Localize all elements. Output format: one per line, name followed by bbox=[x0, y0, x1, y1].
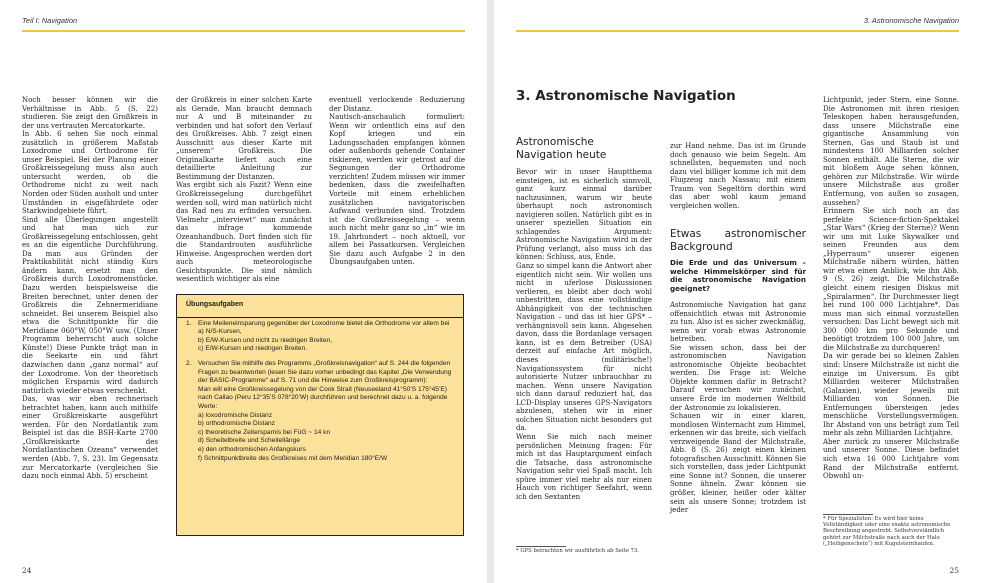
exercise-box bbox=[176, 294, 464, 536]
paragraph: In Abb. 6 sehen Sie noch einmal zusätzlich in größerem Maßstab Loxodrome und Orthodrome für unser Beispiel. Bei der Planung einer Großkreissegelung muss also auch untersucht werden, ob die Orthodrome nicht zu weit nach Norden oder Süden ausholt und unter Umständen in eisgefährdete oder Starkwindgebiete führt. bbox=[22, 130, 158, 216]
paragraph: Da wir gerade bei so kleinen Zahlen sind: Unsere Milchstraße ist nicht die einzige im Universum. Es gibt Milliarden weiterer Milchstraßen (Galaxien), wieder jeweils mit Milliarden von Sonnen. Die Entfernungen übersteigen jedes menschliche Vorstellungsvermögen. Ihr Abstand von uns beträgt zum Teil mehr als zehn Milliarden Lichtjahre. bbox=[823, 352, 959, 438]
exercise-box-title: Übungsaufgaben bbox=[186, 301, 244, 308]
paragraph: Erinnern Sie sich noch an das perfekte Science-fiction-Spektakel „Star Wars“ (Krieg der Sterne)? Wenn wir uns mit Luke Skywalker und seinen Freunden aus dem „Hyperraum“ unserer eigenen Milchstraße nähern würden, hätten wir etwa einen Anblick, wie ihn Abb. 9 (S. 26) zeigt. Die Milchstraße gleicht einem riesigen Diskus mit „Spiralarmen“. Ihr Durchmesser liegt bei rund 100 000 Lichtjahre*. Das muss man sich einmal vorzustellen versuchen: Das Licht bewegt sich mit 300 000 km pro Sekunde und benötigt trotzdem 100 000 Jahre, um die Milchstraße zu durchqueren! bbox=[823, 207, 959, 352]
exercise-line: e) den orthodromischen Anfangskurs bbox=[198, 445, 306, 453]
exercise-line: b) orthodromische Distanz bbox=[198, 420, 275, 428]
subsection-heading: Die Erde und das Universum – welche Himmelskörper sind für die astronomische Navigation geeignet? bbox=[670, 258, 806, 293]
exercise-line: c) theoretische Zeitersparnis bei FüG ~ 14 kn bbox=[198, 428, 331, 436]
right-column-2 bbox=[670, 142, 806, 515]
paragraph: Wenn Sie mich nach meiner persönlichen Meinung fragen: Für mich ist das Hauptargument einfach die Tatsache, dass astronomische Navigation sehr viel Spaß macht. Ich spüre immer viel mehr als nur einen Hauch von richtiger Seefahrt, wenn ich den Sextanten bbox=[516, 432, 652, 501]
left-column-1 bbox=[22, 96, 158, 481]
paragraph: Sind alle Überlegungen angestellt und hat man sich zur Großkreissegelung entschlossen, geht es an die eigentliche Durchführung. Da man aus Gründen der Praktikabilität nicht ständig Kurs ändern kann, ersetzt man den Großkreis durch Loxodromenstücke. Dazu werden beispielsweise die Breiten berechnet, unter denen der Großkreis die Zehnermeridiane schneidet. Bei unserem Beispiel also etwa die Schnittpunkte für die Meridiane 060°W, 050°W usw. (Unser Programm beherrscht auch solche Künste!) Diese Punkte trägt man in die Seekarte ein und fährt dazwischen dann „ganz normal“ auf der Loxodrome. Von der theoretisch möglichen Ersparnis wird dadurch natürlich wieder etwas verschenkt. bbox=[22, 215, 158, 395]
exercise-line: a) loxodromische Distanz bbox=[198, 411, 273, 419]
right-column-1 bbox=[516, 136, 652, 501]
exercise-body bbox=[198, 320, 449, 354]
exercise-line: d) Scheitelbreite und Scheitellänge bbox=[198, 437, 300, 445]
left-column-3 bbox=[329, 96, 465, 267]
book-gutter bbox=[487, 0, 494, 583]
left-page bbox=[0, 0, 487, 583]
paragraph: der Großkreis in einer solchen Karte als Gerade. Man braucht demnach nur A und B miteinander zu verbinden und hat sofort den Verlauf des Großkreises. Abb. 7 zeigt einen Ausschnitt aus dieser Karte mit „unserem“ Großkreis. Die Originalkarte liefert auch eine detaillierte Anleitung zur Bestimmung der Distanzen. bbox=[176, 96, 312, 181]
exercise-item bbox=[186, 360, 454, 463]
page-number-left: 24 bbox=[22, 566, 32, 575]
footnote-rule bbox=[516, 546, 566, 547]
right-column-3 bbox=[823, 96, 959, 481]
exercise-line: f) Schnittpunktbreite des Großkreises mit dem Meridian 180°E/W bbox=[198, 454, 388, 462]
footnote: * GPS betrachten wir ausführlich ab Seite 73. bbox=[516, 548, 640, 554]
paragraph: Lichtpunkt, jeder Stern, eine Sonne. Die Astronomen mit ihren riesigen Teleskopen haben herausgefunden, dass unsere Milchstraße eine gigantische Ansammlung von Sternen, Gas und Staub ist und mindestens 100 Milliarden solcher Sonnen enthält. Alle Sterne, die wir mit bloßem Auge sehen können, gehören zur Milchstraße. Wir würde unsere Milchstraße aus großer Entfernung, von außen so zusagen, aussehen? bbox=[823, 96, 959, 207]
paragraph: Astronomische Navigation hat ganz offensichtlich etwas mit Astronomie zu tun. Also ist es sicher zweckmäßig, wenn wir vorab etwas Astronomie betreiben. bbox=[670, 301, 806, 344]
paragraph: Sie wissen schon, dass bei der astronomischen Navigation astronomische Objekte beobachtet werden. Die Frage ist: Welche Objekte kommen dafür in Betracht? Darauf versuchen wir zunächst, unsere Erde im modernen Weltbild der Astronomie zu lokalisieren. bbox=[670, 343, 806, 412]
paragraph: Was ergibt sich als Fazit? Wenn eine Großkreissegelung durchgeführt werden soll, wird man natürlich nicht das Rad neu zu erfinden versuchen. Vielmehr „interviewt“ man zunächst das infrage kommende Ozeanhandbuch. Dort finden sich für die Standardrouten ausführliche Hinweise. Angesprochen werden dort auch meteorologische Gesichtspunkte. Die sind nämlich wesentlich wichtiger als eine bbox=[176, 181, 312, 284]
paragraph: Bevor wir in unser Hauptthema einsteigen, ist es sicherlich sinnvoll, ganz kurz einmal darüber nachzusinnen, warum wir heute überhaupt noch astronomisch navigieren sollen. Natürlich gibt es in unserer speziellen Situation ein schlagendes Argument: Astronomische Navigation wird in der Prüfung verlangt, also muss ich das können: Schluss, aus, Ende. bbox=[516, 168, 652, 262]
exercise-line: Versuchen Sie mithilfe des Programms „Großkreisnavigation“ auf S. 244 die folgenden Fragen zu beantworten (lesen Sie dazu vorher unbedingt das Kapitel „Die Verwendung der BASIC-Programme“ auf S. 71 und die Hinweise zum Großkreisprogramm): bbox=[198, 359, 452, 385]
section-heading: Astronomische Navigation heute bbox=[516, 136, 607, 161]
exercise-line: Eine Meileneinsparung gegenüber der Loxodrome bietet die Orthodrome vor allem bei bbox=[198, 319, 450, 327]
section-heading: Etwas astronomischer Background bbox=[670, 228, 806, 253]
exercise-line: c) E/W-Kursen und niedrigen Breiten. bbox=[198, 345, 308, 353]
paragraph: Noch besser können wir die Verhältnisse in Abb. 5 (S. 22) studieren. Sie zeigt den Großkreis in der uns vertrauten Mercatorkarte. bbox=[22, 96, 158, 130]
exercise-line: b) E/W-Kursen und nicht zu niedrigen Breiten, bbox=[198, 336, 333, 344]
paragraph: Schauen wir in einer klaren, mondlosen Winternacht zum Himmel, erkennen wir das breite, sich vielfach verzweigende Band der Milchstraße, Abb. 8 (S. 26) zeigt einen kleinen fotografischen Ausschnitt. Können Sie sich vorstellen, dass jeder Lichtpunkt eine Sonne ist? Sonnen, die unserer Sonne ähneln. Zwar können sie größer, kleiner, heißer oder kälter sein als unsere Sonne; trotzdem ist jeder bbox=[670, 412, 806, 515]
running-head-left: Teil I: Navigation bbox=[22, 16, 78, 25]
chapter-title: 3. Astronomische Navigation bbox=[516, 88, 736, 104]
exercise-item bbox=[186, 320, 454, 354]
paragraph: zur Hand nehme. Das ist im Grunde doch genauso wie beim Segeln. Am schnellsten, bequemsten und noch dazu viel billiger komme ich mit dem Flugzeug nach Nassau; mit einem Traum von Segeltörn dorthin wird das aber wohl kaum jemand vergleichen wollen. bbox=[670, 142, 806, 210]
exercise-line: Man will eine Großkreissegelung von der Cook Strait (Neuseeland 41°50’S 175°45’E) nach Callao (Peru 12°35’S 078°20’W) durchführen und berechnet dazu u. a. folgende Werte: bbox=[198, 385, 448, 410]
running-head-right: 3. Astronomische Navigation bbox=[863, 16, 959, 25]
right-page bbox=[494, 0, 981, 583]
exercise-number: 1. bbox=[186, 319, 192, 327]
footnote: * Für Spezialisten: Es wird hier keine Vollständigkeit oder eine exakte astronomische Beschreibung angestrebt. Selbstverständlich gehört zur Milchstraße nach auch der Halo („Heiligenschein“) mit Kugelsternhaufen. bbox=[823, 516, 951, 547]
paragraph: Nautisch-anschaulich formuliert: Wenn wir ordentlich eins auf den Kopf kriegen und ein Ladungsschaden empfangen können oder außenbords gehende Container riskieren, werden wir getrost auf die Segnungen der Orthodrome verzichten! Zudem müssen wir immer bedenken, dass die zweifelhaften Vorteile mit einem erheblichen zusätzlichen navigatorischen Aufwand verbunden sind. Trotzdem ist die Großkreissegelung – wenn auch nicht mehr ganz so „in“ wie im 19. Jahrhundert – noch aktuell, vor allem bei Passatkursen. Vergleichen Sie dazu auch Aufgabe 2 in den Übungsaufgaben unten. bbox=[329, 113, 465, 267]
header-rule-right bbox=[516, 30, 959, 32]
exercise-body bbox=[198, 360, 454, 463]
footnote-rule bbox=[823, 514, 873, 515]
exercise-number: 2. bbox=[186, 359, 192, 367]
left-column-2 bbox=[176, 96, 312, 284]
paragraph: Das, was wir eben rechnerisch betrachtet haben, kann auch mithilfe einer Großkreiskarte ausgeführt werden. Für den Nordatlantik zum Beispiel ist das die BSH-Karte 2700 „Großkreiskarte des Nordatlantischen Ozeans“ verwendet werden (Abb. 7, S. 23). Im Gegensatz zur Mercatorkarte (vergleichen Sie dazu noch einmal Abb. 5) erscheint bbox=[22, 395, 158, 481]
exercise-box-rule bbox=[177, 317, 463, 318]
page-number-right: 25 bbox=[949, 566, 959, 575]
paragraph: Ganz so simpel kann die Antwort aber eigentlich nicht sein. Wir wollen uns nicht in uferlose Diskussionen verlieren, es bleibt aber doch wohl unbestritten, dass eine vollständige Abhängigkeit von der technischen Navigation – und das ist hier GPS* – verhängnisvoll sein kann. Abgesehen davon, dass die Bordanlage versagen kann, ist es dem Betreiber (USA) derzeit auf einfache Art möglich, dieses (militärische!) Navigationssystem für nicht autorisierte Nutzer unbrauchbar zu machen. Wenn unsere Navigation sich dann darauf reduziert hat, das LCD-Display unseres GPS-Navigators abzulesen, stehen wir in einer solchen Situation nicht besonders gut da. bbox=[516, 262, 652, 433]
header-rule-left bbox=[22, 30, 465, 32]
paragraph: eventuell verlockende Reduzierung der Distanz. bbox=[329, 96, 465, 113]
paragraph: Aber zurück zu unserer Milchstraße und unserer Sonne. Diese befindet sich etwa 16 000 Lichtjahre vom Rand der Milchstraße entfernt. Obwohl un- bbox=[823, 437, 959, 481]
exercise-line: a) N/S-Kursen, bbox=[198, 328, 242, 336]
